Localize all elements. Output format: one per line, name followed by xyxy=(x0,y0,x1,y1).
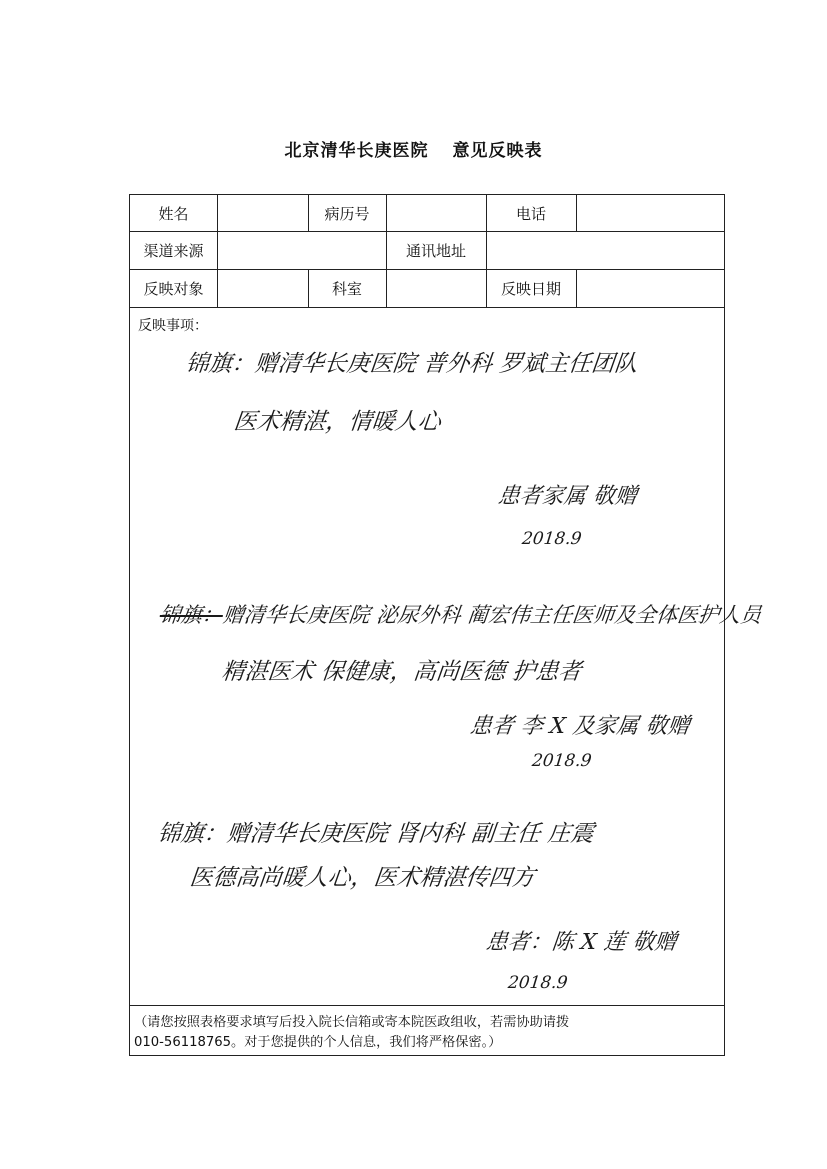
col-divider xyxy=(217,195,218,307)
footer-divider xyxy=(130,1005,724,1006)
entry-2-prefix: 锦旗： xyxy=(158,603,225,627)
row-divider xyxy=(130,307,724,308)
entry-1-date: 2018.9 xyxy=(520,529,583,549)
hospital-name: 北京清华长庚医院 xyxy=(284,141,429,161)
label-target: 反映对象 xyxy=(143,279,204,298)
entry-2-date: 2018.9 xyxy=(530,751,593,771)
label-record-no: 病历号 xyxy=(324,204,370,223)
col-divider xyxy=(576,195,577,231)
entry-3-date: 2018.9 xyxy=(506,973,569,993)
section-label: 反映事项： xyxy=(138,318,208,334)
form-name: 意见反映表 xyxy=(452,141,543,161)
label-department: 科室 xyxy=(331,279,362,298)
label-address: 通讯地址 xyxy=(405,241,466,260)
entry-1-line-2: 医术精湛，情暖人心 xyxy=(232,409,443,435)
entry-2-signature: 患者 李 X 及家属 敬赠 xyxy=(468,714,691,739)
entry-3-line-1: 锦旗：赠清华长庚医院 肾内科 副主任 庄震 xyxy=(156,821,596,847)
row-divider xyxy=(130,269,724,270)
label-channel: 渠道来源 xyxy=(143,241,204,260)
entry-3-line-2: 医德高尚暖人心，医术精湛传四方 xyxy=(188,865,537,891)
entry-2-line-1-text: 赠清华长庚医院 泌尿外科 蔺宏伟主任医师及全体医护人员 xyxy=(221,603,763,627)
entry-3-signature: 患者：陈 X 莲 敬赠 xyxy=(484,930,678,955)
form-title xyxy=(0,136,827,161)
feedback-form xyxy=(129,194,763,1056)
footer-line-1: （请您按照表格要求填写后投入院长信箱或寄本院医政组收，若需协助请拨 xyxy=(134,1015,570,1030)
label-name: 姓名 xyxy=(158,204,189,223)
entry-1-signature: 患者家属 敬赠 xyxy=(496,484,639,509)
entry-2-line-1 xyxy=(158,599,763,629)
entry-2-line-2: 精湛医术 保健康，高尚医德 护患者 xyxy=(220,659,583,685)
entry-1-line-1: 锦旗：赠清华长庚医院 普外科 罗斌主任团队 xyxy=(184,351,639,377)
col-divider xyxy=(576,269,577,307)
label-date: 反映日期 xyxy=(500,279,561,298)
footer-line-2: 010-56118765。对于您提供的个人信息，我们将严格保密。） xyxy=(134,1035,502,1050)
label-phone: 电话 xyxy=(515,204,546,223)
footer-note xyxy=(134,1013,720,1053)
